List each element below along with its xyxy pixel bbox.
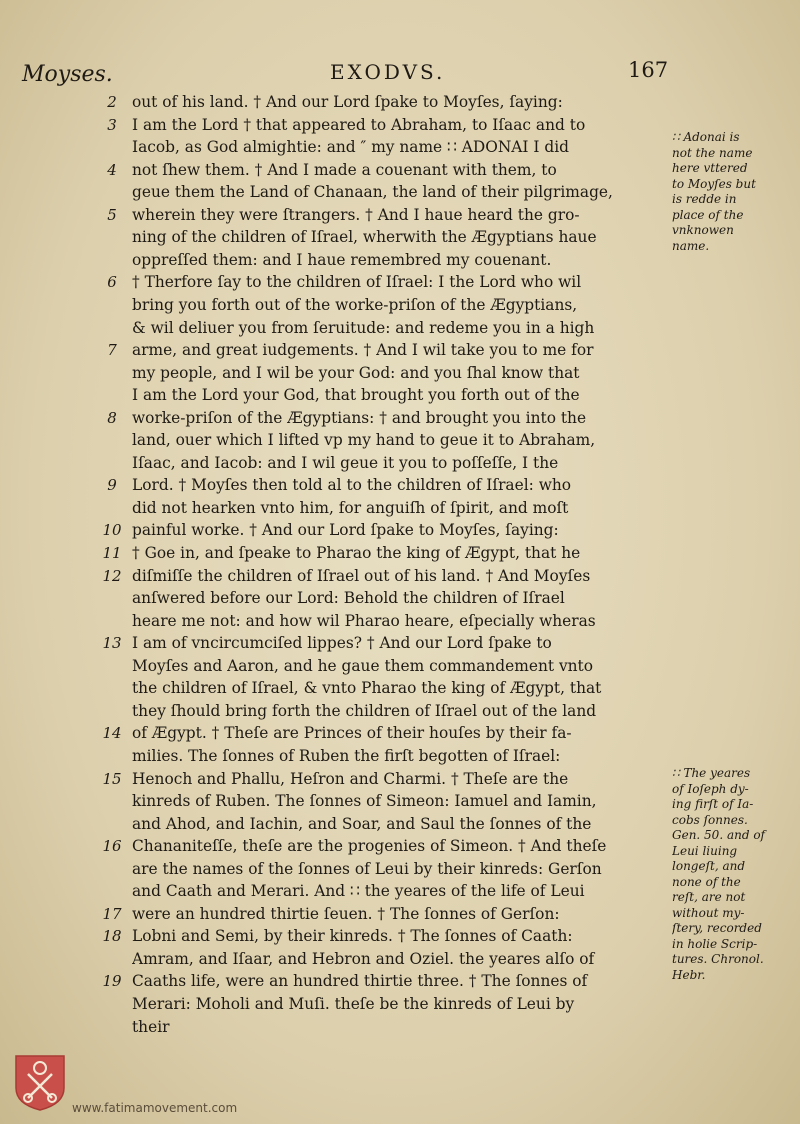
verse-number: 11 bbox=[102, 544, 122, 562]
running-head-left: Moyses. bbox=[22, 62, 113, 87]
verse-number: 17 bbox=[102, 904, 122, 923]
margin-note-line: not the name bbox=[672, 145, 753, 160]
text-line: † Goe in, and ſpeake to Pharao the king of Ægypt, that he bbox=[132, 544, 581, 562]
margin-note-line: cobs ſonnes. bbox=[672, 812, 748, 827]
text-line: Caaths life, were an hundred thirtie three. † The ſonnes of bbox=[132, 972, 588, 991]
margin-note-line: vnknowen bbox=[672, 223, 734, 237]
verse-number: 16 bbox=[102, 837, 122, 856]
footer-website: www.fatimamovement.com bbox=[72, 1101, 238, 1115]
text-line: they ſhould bring forth the children of Iſrael out of the land bbox=[132, 701, 597, 720]
verse-number: 9 bbox=[107, 476, 117, 495]
verse-number: 12 bbox=[102, 566, 122, 585]
margin-note-line: tures. Chronol. bbox=[672, 952, 764, 966]
margin-note-line: of Ioſeph dy- bbox=[672, 781, 749, 796]
text-line: painful worke. † And our Lord ſpake to Moyſes, ſaying: bbox=[132, 521, 559, 540]
text-line: kinreds of Ruben. The ſonnes of Simeon: Iamuel and Iamin, bbox=[132, 792, 597, 811]
text-line: did not hearken vnto him, for anguiſh of ſpirit, and moſt bbox=[132, 498, 569, 517]
verse-number: 13 bbox=[102, 634, 122, 653]
text-line: were an hundred thirtie ſeuen. † The ſonnes of Gerſon: bbox=[132, 904, 560, 923]
text-line: Lord. † Moyſes then told al to the children of Iſrael: who bbox=[132, 476, 572, 495]
verse-number: 15 bbox=[102, 769, 122, 788]
margin-note-line: Leui liuing bbox=[672, 843, 738, 858]
text-line: † Therfore ſay to the children of Iſrael: I the Lord who wil bbox=[132, 273, 582, 292]
text-line: oppreſſed them: and I haue remembred my couenant. bbox=[132, 250, 552, 269]
text-line: Chananiteſſe, theſe are the progenies of Simeon. † And theſe bbox=[132, 837, 607, 856]
text-line: geue them the Land of Chanaan, the land of their pilgrimage, bbox=[132, 183, 613, 202]
verse-number: 2 bbox=[107, 93, 117, 111]
text-line: Henoch and Phallu, Heſron and Charmi. † Theſe are the bbox=[132, 769, 569, 788]
text-line: anſwered before our Lord: Behold the children of Iſrael bbox=[132, 589, 565, 608]
text-line: their bbox=[132, 1017, 170, 1036]
margin-note-line: ∷ The yeares bbox=[672, 766, 751, 780]
verse-number: 18 bbox=[102, 927, 122, 946]
text-line: I am the Lord your God, that brought you forth out of the bbox=[132, 386, 580, 405]
margin-note-line: here vttered bbox=[672, 161, 748, 175]
text-line: Merari: Moholi and Muſi. theſe be the kinreds of Leui by bbox=[132, 995, 575, 1013]
text-line: heare me not: and how wil Pharao heare, eſpecially wheras bbox=[132, 611, 596, 630]
verse-number: 14 bbox=[102, 724, 122, 743]
verse-number: 7 bbox=[107, 341, 117, 360]
papal-keys-logo bbox=[12, 1052, 68, 1112]
text-line: of Ægypt. † Theſe are Princes of their houſes by their fa- bbox=[132, 724, 572, 743]
verse-number: 6 bbox=[107, 273, 117, 292]
verse-number: 19 bbox=[102, 972, 122, 991]
text-line: worke-priſon of the Ægyptians: † and brought you into the bbox=[132, 408, 587, 427]
text-line: & wil deliuer you from ſeruitude: and redeme you in a high bbox=[132, 318, 595, 337]
margin-note-line: Hebr. bbox=[672, 967, 706, 982]
text-line: Iſaac, and Iacob: and I wil geue it you to poſſeſſe, I the bbox=[132, 453, 559, 472]
text-line: Iacob, as God almightie: and ″ my name ∷ ADONAI I did bbox=[132, 138, 569, 157]
text-line: out of his land. † And our Lord ſpake to Moyſes, ſaying: bbox=[132, 93, 563, 111]
margin-note-line: place of the bbox=[672, 207, 744, 222]
text-line: I am the Lord † that appeared to Abraham, to Iſaac and to bbox=[132, 115, 586, 134]
margin-note-line: is redde in bbox=[672, 192, 737, 206]
margin-note-line: in holie Scrip- bbox=[672, 936, 758, 951]
text-line: and Ahod, and Iachin, and Soar, and Saul the ſonnes of the bbox=[132, 814, 592, 833]
text-line: land, ouer which I lifted vp my hand to geue it to Abraham, bbox=[132, 431, 596, 450]
text-line: wherein they were ſtrangers. † And I haue heard the gro- bbox=[132, 205, 580, 224]
text-line: Amram, and Iſaar, and Hebron and Oziel. the yeares alſo of bbox=[132, 949, 595, 968]
text-line: milies. The ſonnes of Ruben the firſt begotten of Iſrael: bbox=[132, 746, 561, 765]
text-line: Moyſes and Aaron, and he gaue them commandement vnto bbox=[132, 656, 594, 675]
margin-note-line: longeſt, and bbox=[672, 859, 746, 873]
text-line: not ſhew them. † And I made a couenant with them, to bbox=[132, 160, 557, 179]
text-line: arme, and great iudgements. † And I wil take you to me for bbox=[132, 341, 594, 360]
margin-note-line: to Moyſes but bbox=[672, 176, 756, 191]
margin-note-line: ſtery, recorded bbox=[672, 921, 762, 935]
text-line: bring you forth out of the worke-priſon of the Ægyptians, bbox=[132, 295, 578, 314]
margin-note-line: reſt, are not bbox=[672, 890, 746, 904]
margin-note-line: ing firſt of Ia- bbox=[672, 797, 754, 811]
verse-number: 3 bbox=[107, 115, 117, 134]
verse-number: 4 bbox=[107, 160, 117, 179]
margin-note-joseph bbox=[672, 766, 790, 983]
text-line: the children of Iſrael, & vnto Pharao the king of Ægypt, that bbox=[132, 679, 602, 698]
margin-note-line: without my- bbox=[672, 905, 745, 920]
verse-number: 8 bbox=[107, 408, 117, 427]
margin-note-line: ∷ Adonai is bbox=[672, 130, 740, 144]
verse-number: 5 bbox=[107, 205, 117, 224]
margin-note-line: Gen. 50. and of bbox=[672, 828, 765, 842]
margin-note-line: none of the bbox=[672, 874, 741, 889]
text-line: my people, and I wil be your God: and you ſhal know that bbox=[132, 363, 580, 382]
text-line: ning of the children of Iſrael, wherwith the Ægyptians haue bbox=[132, 228, 597, 247]
text-line: diſmiſſe the children of Iſrael out of his land. † And Moyſes bbox=[132, 566, 591, 585]
book-title: EXODVS. bbox=[330, 60, 446, 84]
text-line: I am of vncircumciſed lippes? † And our Lord ſpake to bbox=[132, 634, 552, 653]
page-number: 167 bbox=[628, 58, 669, 82]
text-line: are the names of the ſonnes of Leui by their kinreds: Gerſon bbox=[132, 859, 602, 878]
text-line: and Caath and Merari. And ∷ the yeares of the life of Leui bbox=[132, 882, 585, 901]
margin-note-line: name. bbox=[672, 238, 710, 253]
margin-note-adonai bbox=[672, 130, 790, 254]
text-line: Lobni and Semi, by their kinreds. † The ſonnes of Caath: bbox=[132, 927, 573, 946]
verse-number: 10 bbox=[102, 521, 122, 540]
